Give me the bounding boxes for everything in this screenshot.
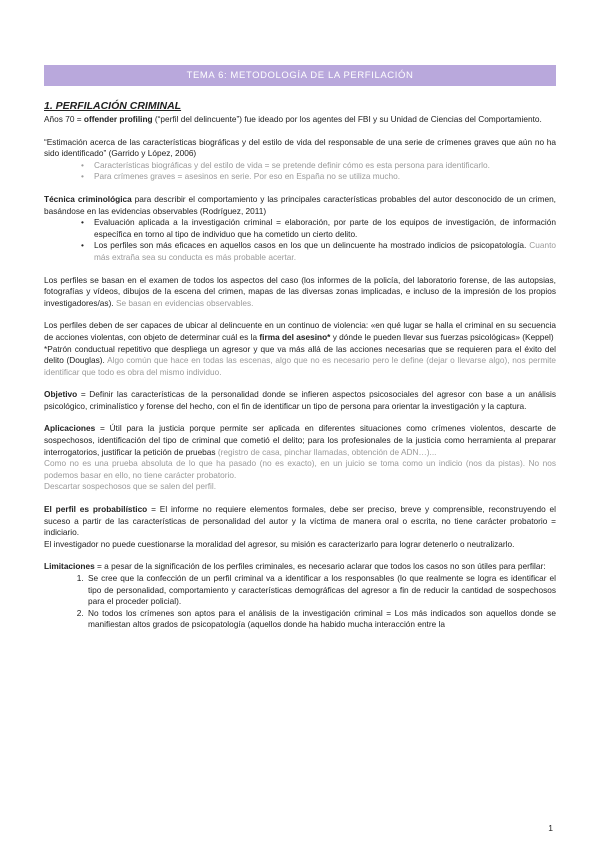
limitaciones-list xyxy=(44,573,556,631)
list-item: 1. Se cree que la confección de un perfil criminal va a identificar a los responsables (lo que realmente se logra es identificar el tipo de personalidad, comportamiento y características demográficas del agresor a fin de reducir la cantidad de sospechosos para el proceder policial). xyxy=(86,573,556,608)
page-number: 1 xyxy=(548,823,553,833)
list-item: 2. No todos los crímenes son aptos para el análisis de la investigación criminal = Los más indicados son aquellos donde se manifiestan altos grados de psicopatología (aquellos donde ha habido mucha interacción entre la xyxy=(86,608,556,631)
tecnica-bullet-list xyxy=(44,217,556,263)
paragraph-probabilistico: El perfil es probabilístico = El informe no requiere elementos formales, debe ser preciso, breve y comprensible, reconstruyendo el suceso a partir de las características de personalidad del autor y la víctima de manera oral o escrita, no tiene carácter probatorio = indiciario. xyxy=(44,504,556,538)
list-item: • Características biográficas y del estilo de vida = se pretende definir cómo es esta persona para identificarlo. xyxy=(94,160,556,172)
document-body xyxy=(44,100,556,631)
list-item: • Evaluación aplicada a la investigación criminal = elaboración, por parte de los equipos de investigación, de información específica en torno al tipo de individuo que ha cometido un cierto delito. xyxy=(94,217,556,240)
paragraph-aplicaciones: Aplicaciones = Útil para la justicia porque permite ser aplicada en diferentes situaciones como crímenes violentos, descarte de sospechosos, identificación del tipo de criminal que cometió el delito; para los profesionales de la justicia como herramienta al preparar interrogatorios, justificar la petición de pruebas (registro de casa, pinchar llamadas, obtención de ADN…)... xyxy=(44,423,556,457)
quote-bullet-list xyxy=(44,160,556,183)
section-heading: 1. PERFILACIÓN CRIMINAL xyxy=(44,100,182,112)
paragraph-patron: *Patrón conductual repetitivo que despliega un agresor y que va más allá de las acciones necesarias que se requieren para el éxito del delito (Douglas). Algo común que hace en todas las escenas, algo que no es necesario pero le define (dejar o llevarse algo), nos permite identificar que todo es obra del mismo individuo. xyxy=(44,343,556,377)
paragraph-perfiles-continuo: Los perfiles deben de ser capaces de ubicar al delincuente en un continuo de violencia: «en qué lugar se halla el criminal en su secuencia de acciones violentas, con objeto de determinar cuál es la firma del asesino* y dónde le pueden llevar sus fuerzas psicológicas» (Keppel) xyxy=(44,320,556,342)
paragraph-limitaciones: Limitaciones = a pesar de la significación de los perfiles criminales, es necesario aclarar que todos los casos no son útiles para perfilar: xyxy=(44,561,546,572)
list-item: • Para crímenes graves = asesinos en serie. Por eso en España no se utiliza mucho. xyxy=(94,171,556,183)
paragraph-investigador: El investigador no puede cuestionarse la moralidad del agresor, su misión es caracterizarlo para lograr detenerlo o neutralizarlo. xyxy=(44,538,515,549)
paragraph-tecnica: Técnica criminológica para describir el comportamiento y las principales características probables del autor desconocido de un crimen, basándose en las evidencias observables (Rodríguez, 2011) xyxy=(44,193,556,216)
title-banner: TEMA 6: METODOLOGÍA DE LA PERFILACIÓN xyxy=(44,65,556,86)
paragraph-objetivo: Objetivo = Definir las características de la personalidad donde se infieren aspectos psicosociales del agresor con base a un análisis psicológico, criminalístico y forense del hecho, con el fin de identificar un tipo de persona para orientar la investigación y la captura. xyxy=(44,389,556,411)
paragraph-aplicaciones-note2: Descartar sospechosos que se salen del perfil. xyxy=(44,481,217,492)
list-item: • Los perfiles son más eficaces en aquellos casos en los que un delincuente ha mostrado indicios de psicopatología. Cuanto más extraña sea su conducta es más probable acertar. xyxy=(94,240,556,263)
paragraph-origin: Años 70 = offender profiling (“perfil del delincuente”) fue ideado por los agentes del FBI y su Unidad de Ciencias del Comportamiento. xyxy=(44,114,542,124)
paragraph-aplicaciones-note: Como no es una prueba absoluta de lo que ha pasado (no es exacto), en un juicio se toma como un indicio (nos da pistas). No nos podemos basar en ello, no tiene carácter probatorio. xyxy=(44,458,556,480)
paragraph-perfiles-examen: Los perfiles se basan en el examen de todos los aspectos del caso (los informes de la policía, del laboratorio forense, de las autopsias, fotografías y vídeos, dibujos de la escena del crimen, mapas de las diversas zonas implicadas, e incluso de la impresión de los propios investigadores/as). Se basan en evidencias observables. xyxy=(44,274,556,308)
paragraph-quote: “Estimación acerca de las características biográficas y del estilo de vida del responsable de una serie de crímenes graves que aún no ha sido identificado” (Garrido y López, 2006) xyxy=(44,136,556,159)
